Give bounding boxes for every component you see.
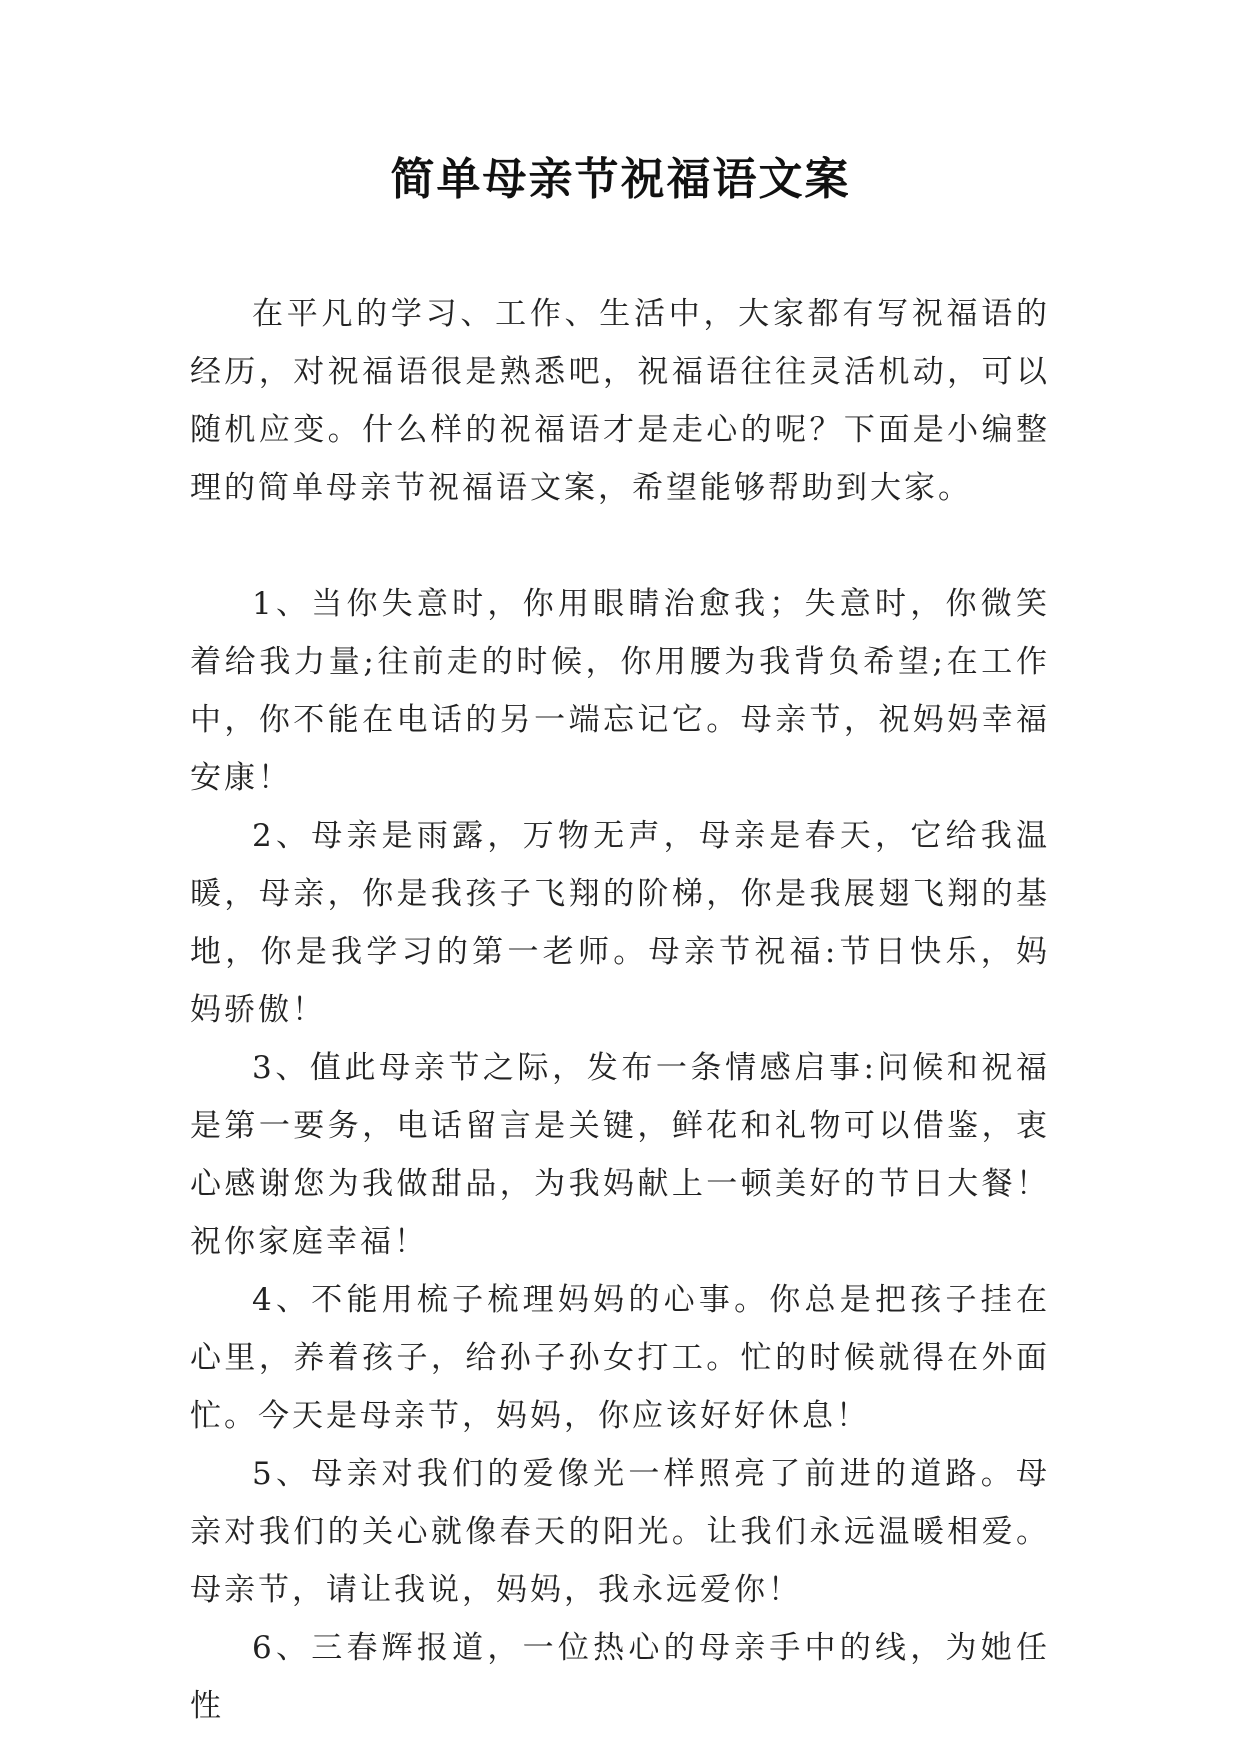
greeting-paragraph-5: 5、母亲对我们的爱像光一样照亮了前进的道路。母亲对我们的关心就像春天的阳光。让我们永远温暖相爱。母亲节，请让我说，妈妈，我永远爱你！ — [190, 1456, 1050, 1608]
intro-paragraph: 在平凡的学习、工作、生活中，大家都有写祝福语的经历，对祝福语很是熟悉吧，祝福语往往灵活机动，可以随机应变。什么样的祝福语才是走心的呢？下面是小编整理的简单母亲节祝福语文案，希望能够帮助到大家。 — [190, 296, 1050, 506]
greetings-list — [190, 575, 1050, 1735]
greeting-paragraph-1: 1、当你失意时，你用眼睛治愈我；失意时，你微笑着给我力量;往前走的时候，你用腰为我背负希望;在工作中，你不能在电话的另一端忘记它。母亲节，祝妈妈幸福安康！ — [190, 586, 1050, 796]
greeting-paragraph-4: 4、不能用梳子梳理妈妈的心事。你总是把孩子挂在心里，养着孩子，给孙子孙女打工。忙的时候就得在外面忙。今天是母亲节，妈妈，你应该好好休息！ — [190, 1282, 1050, 1434]
greeting-paragraph-2: 2、母亲是雨露，万物无声，母亲是春天，它给我温暖，母亲，你是我孩子飞翔的阶梯，你是我展翅飞翔的基地，你是我学习的第一老师。母亲节祝福:节日快乐，妈妈骄傲！ — [190, 818, 1050, 1028]
greeting-paragraph-6: 6、三春辉报道，一位热心的母亲手中的线，为她任性 — [190, 1630, 1050, 1724]
document-title: 简单母亲节祝福语文案 — [390, 154, 851, 205]
intro-section — [190, 285, 1050, 517]
greeting-paragraph-3: 3、值此母亲节之际，发布一条情感启事:问候和祝福是第一要务，电话留言是关键，鲜花和礼物可以借鉴，衷心感谢您为我做甜品，为我妈献上一顿美好的节日大餐！祝你家庭幸福！ — [190, 1050, 1050, 1260]
